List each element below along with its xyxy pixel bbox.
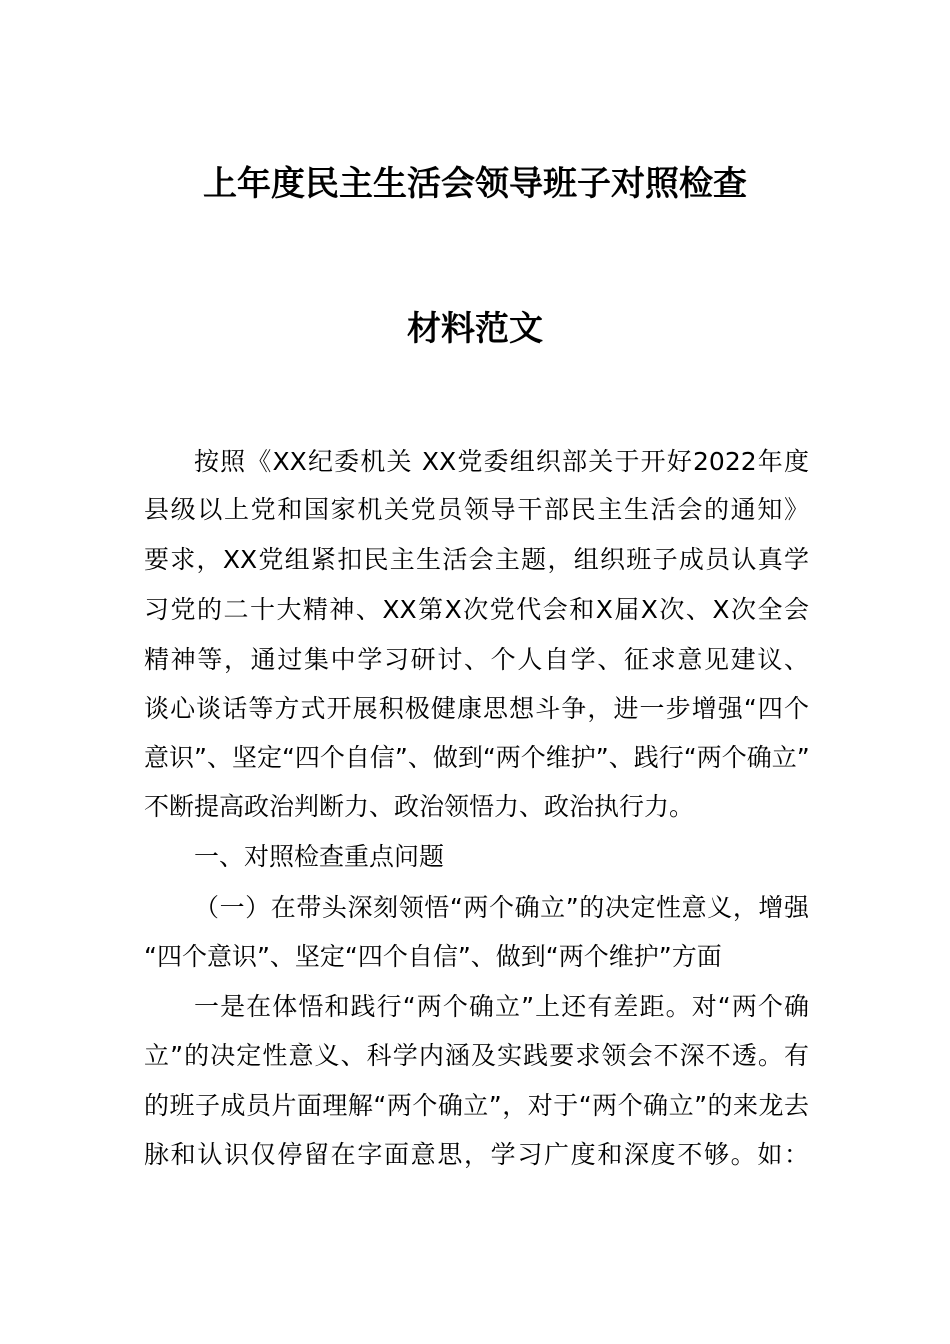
subsection-heading-line: （一）在带头深刻领悟“两个确立”的决定性意义，增强 bbox=[194, 893, 809, 922]
paragraph-line: 县级以上党和国家机关党员领导干部民主生活会的通知》 bbox=[144, 495, 809, 524]
document-title-line-1: 上年度民主生活会领导班子对照检查 bbox=[203, 164, 747, 204]
subsection-heading-line: “四个意识”、坚定“四个自信”、做到“两个维护”方面 bbox=[144, 942, 722, 971]
paragraph-line: 不断提高政治判断力、政治领悟力、政治执行力。 bbox=[144, 792, 695, 821]
paragraph-line: 立”的决定性意义、科学内涵及实践要求领会不深不透。有 bbox=[144, 1041, 809, 1070]
paragraph-line: 精神等，通过集中学习研讨、个人自学、征求意见建议、 bbox=[144, 645, 809, 674]
document-title-line-2: 材料范文 bbox=[407, 309, 543, 349]
paragraph-line: 的班子成员片面理解“两个确立”，对于“两个确立”的来龙去 bbox=[144, 1091, 809, 1120]
paragraph-line: 一是在体悟和践行“两个确立”上还有差距。对“两个确 bbox=[194, 992, 809, 1021]
paragraph-line: 谈心谈话等方式开展积极健康思想斗争，进一步增强“四个 bbox=[144, 694, 809, 723]
paragraph-line: 脉和认识仅停留在字面意思，学习广度和深度不够。如： bbox=[144, 1140, 809, 1169]
paragraph-line: 按照《XX纪委机关 XX党委组织部关于开好2022年度 bbox=[194, 447, 809, 476]
paragraph-line: 意识”、坚定“四个自信”、做到“两个维护”、践行“两个确立” bbox=[144, 743, 810, 772]
section-heading: 一、对照检查重点问题 bbox=[194, 842, 445, 871]
paragraph-line: 习党的二十大精神、XX第X次党代会和X届X次、X次全会 bbox=[144, 595, 809, 624]
paragraph-line: 要求，XX党组紧扣民主生活会主题，组织班子成员认真学 bbox=[144, 545, 809, 574]
